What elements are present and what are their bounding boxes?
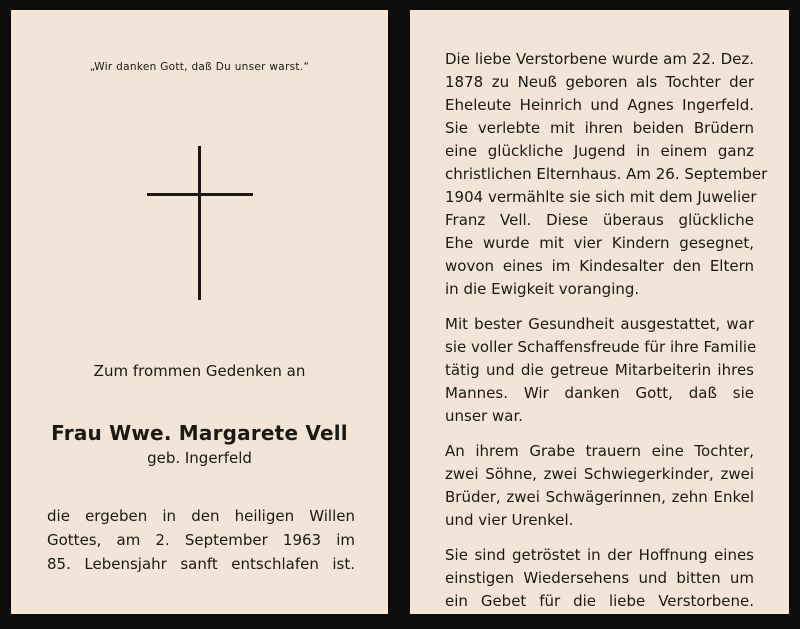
text-line: unser war. [445,407,524,425]
text-line: einstigen Wiedersehens und bitten um [445,569,754,587]
text-line: christlichen Elternhaus. Am 26. September [445,165,768,183]
text-line: Brüder, zwei Schwägerinnen, zehn Enkel [445,488,754,506]
text-line: Ehe wurde mit vier Kindern gesegnet, [445,234,754,252]
text-line: eine glückliche Jugend in einem ganz [445,142,754,160]
death-notice-line: 85. Lebensjahr sanft entschlafen ist. [47,555,355,573]
memorial-intro: Zum frommen Gedenken an [93,362,306,380]
text-line: Sie sind getröstet in der Hoffnung eines [445,546,754,564]
text-line: ein Gebet für die liebe Verstorbene. [445,592,754,610]
text-line: und vier Urenkel. [445,511,574,529]
text-line: zwei Söhne, zwei Schwiegerkinder, zwei [445,465,754,483]
text-line: tätig und die getreue Mitarbeiterin ihres [445,361,754,379]
biography-paragraph-character [445,313,757,428]
left-card-panel [11,10,388,614]
biography-paragraph-mourners [445,440,754,532]
cross-vertical-bar [198,146,201,300]
maiden-name: geb. Ingerfeld [147,449,252,467]
text-line: wovon eines im Kindesalter den Eltern [445,257,754,275]
cross-horizontal-bar [147,193,253,196]
biography-text [445,48,768,625]
text-line: An ihrem Grabe trauern eine Tochter, [445,442,754,460]
motto-quote: „Wir danken Gott, daß Du unser warst.“ [89,61,310,73]
deceased-name: Frau Wwe. Margarete Vell [51,421,348,445]
text-line: Mannes. Wir danken Gott, daß sie [445,384,754,402]
text-line: Franz Vell. Diese überaus glückliche [445,211,754,229]
text-line: sie voller Schaffensfreude für ihre Familie [445,338,757,356]
biography-paragraph-closing [445,544,754,613]
text-line: Die liebe Verstorbene wurde am 22. Dez. [445,50,754,68]
text-line: Sie verlebte mit ihren beiden Brüdern [445,119,754,137]
death-notice-line: die ergeben in den heiligen Willen [47,507,355,525]
text-line: in die Ewigkeit voranging. [445,280,640,298]
text-line: Eheleute Heinrich und Agnes Ingerfeld. [445,96,754,114]
right-card-panel [410,10,789,614]
text-line: Mit bester Gesundheit ausgestattet, war [445,315,754,333]
text-line: 1878 zu Neuß geboren als Tochter der [445,73,754,91]
death-notice-line: Gottes, am 2. September 1963 im [47,531,355,549]
death-notice [47,504,355,576]
biography-paragraph-life [445,48,768,301]
text-line: 1904 vermählte sie sich mit dem Juwelier [445,188,757,206]
